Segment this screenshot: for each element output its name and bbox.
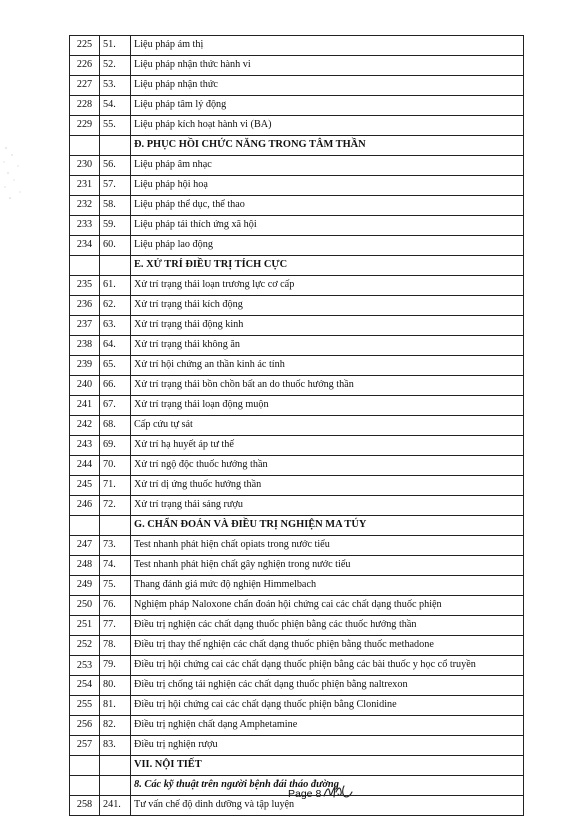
row-number: 71. bbox=[100, 476, 131, 496]
row-stt: 249 bbox=[70, 576, 100, 596]
row-number: 57. bbox=[100, 176, 131, 196]
row-number: 70. bbox=[100, 456, 131, 476]
row-number: 76. bbox=[100, 596, 131, 616]
row-number bbox=[100, 776, 131, 796]
row-number: 83. bbox=[100, 736, 131, 756]
row-stt: 227 bbox=[70, 76, 100, 96]
table-row bbox=[70, 56, 524, 76]
procedure-table bbox=[69, 35, 524, 816]
row-name: Xử trí trạng thái không ăn bbox=[131, 336, 524, 356]
row-name: Xử trí trạng thái sảng rượu bbox=[131, 496, 524, 516]
row-stt: 256 bbox=[70, 716, 100, 736]
row-number: 59. bbox=[100, 216, 131, 236]
row-number: 51. bbox=[100, 36, 131, 56]
row-name: Liệu pháp ám thị bbox=[131, 36, 524, 56]
row-stt: 237 bbox=[70, 316, 100, 336]
table-row bbox=[70, 236, 524, 256]
row-stt bbox=[70, 516, 100, 536]
table-row bbox=[70, 96, 524, 116]
row-name: Thang đánh giá mức độ nghiện Himmelbach bbox=[131, 576, 524, 596]
row-name: Điều trị hội chứng cai các chất dạng thuốc phiện bằng các bài thuốc y học cổ truyền bbox=[131, 656, 524, 676]
table-row bbox=[70, 496, 524, 516]
row-stt: 244 bbox=[70, 456, 100, 476]
table-row bbox=[70, 356, 524, 376]
table-row bbox=[70, 556, 524, 576]
section-header-row bbox=[70, 136, 524, 156]
row-stt: 252 bbox=[70, 636, 100, 656]
row-stt: 225 bbox=[70, 36, 100, 56]
row-name: Điều trị nghiện chất dạng Amphetamine bbox=[131, 716, 524, 736]
table-row bbox=[70, 716, 524, 736]
row-stt: 253 bbox=[70, 656, 100, 676]
row-stt bbox=[70, 136, 100, 156]
table-row bbox=[70, 116, 524, 136]
row-name: Xử trí trạng thái loạn trương lực cơ cấp bbox=[131, 276, 524, 296]
row-stt: 246 bbox=[70, 496, 100, 516]
section-header-row bbox=[70, 756, 524, 776]
row-name: Liệu pháp thể dục, thể thao bbox=[131, 196, 524, 216]
row-stt: 242 bbox=[70, 416, 100, 436]
row-number: 54. bbox=[100, 96, 131, 116]
row-number: 53. bbox=[100, 76, 131, 96]
row-name: Điều trị thay thế nghiện các chất dạng thuốc phiện bằng thuốc methadone bbox=[131, 636, 524, 656]
table-row bbox=[70, 36, 524, 56]
row-number: 61. bbox=[100, 276, 131, 296]
table-row bbox=[70, 596, 524, 616]
table-row bbox=[70, 656, 524, 676]
row-stt: 247 bbox=[70, 536, 100, 556]
row-name: Liệu pháp tái thích ứng xã hội bbox=[131, 216, 524, 236]
row-number: 79. bbox=[100, 656, 131, 676]
row-stt: 241 bbox=[70, 396, 100, 416]
row-stt: 234 bbox=[70, 236, 100, 256]
table-row bbox=[70, 276, 524, 296]
row-number: 77. bbox=[100, 616, 131, 636]
row-name: Test nhanh phát hiện chất gây nghiện trong nước tiểu bbox=[131, 556, 524, 576]
handwritten-signature bbox=[322, 782, 354, 800]
row-stt: 240 bbox=[70, 376, 100, 396]
row-number: 73. bbox=[100, 536, 131, 556]
row-name: 8. Các kỹ thuật trên người bệnh đái tháo đường bbox=[131, 776, 524, 796]
row-name: Xử trí trạng thái động kinh bbox=[131, 316, 524, 336]
row-stt: 238 bbox=[70, 336, 100, 356]
row-stt: 248 bbox=[70, 556, 100, 576]
row-number: 82. bbox=[100, 716, 131, 736]
row-name: Điều trị nghiện rượu bbox=[131, 736, 524, 756]
table-row bbox=[70, 156, 524, 176]
row-stt: 230 bbox=[70, 156, 100, 176]
table-row bbox=[70, 436, 524, 456]
row-name: Nghiệm pháp Naloxone chẩn đoán hội chứng cai các chất dạng thuốc phiện bbox=[131, 596, 524, 616]
row-name: Điều trị hội chứng cai các chất dạng thuốc phiện bằng Clonidine bbox=[131, 696, 524, 716]
table-row bbox=[70, 296, 524, 316]
row-name: Liệu pháp kích hoạt hành vi (BA) bbox=[131, 116, 524, 136]
table-row bbox=[70, 576, 524, 596]
table-row bbox=[70, 676, 524, 696]
row-stt: 233 bbox=[70, 216, 100, 236]
row-stt: 235 bbox=[70, 276, 100, 296]
row-name: Liệu pháp nhận thức hành vi bbox=[131, 56, 524, 76]
row-name: Xử trí hội chứng an thần kinh ác tính bbox=[131, 356, 524, 376]
table-row bbox=[70, 196, 524, 216]
row-stt: 236 bbox=[70, 296, 100, 316]
row-stt: 228 bbox=[70, 96, 100, 116]
table-row bbox=[70, 216, 524, 236]
row-name: Tư vấn chế độ dinh dưỡng và tập luyện bbox=[131, 796, 524, 816]
row-stt: 258 bbox=[70, 796, 100, 816]
row-stt: 243 bbox=[70, 436, 100, 456]
row-stt bbox=[70, 256, 100, 276]
table-row bbox=[70, 396, 524, 416]
row-stt: 245 bbox=[70, 476, 100, 496]
row-name: Điều trị nghiện các chất dạng thuốc phiện bằng các thuốc hướng thần bbox=[131, 616, 524, 636]
row-stt: 251 bbox=[70, 616, 100, 636]
row-stt: 255 bbox=[70, 696, 100, 716]
table-row bbox=[70, 616, 524, 636]
row-name: Điều trị chống tái nghiện các chất dạng thuốc phiện bằng naltrexon bbox=[131, 676, 524, 696]
row-stt: 254 bbox=[70, 676, 100, 696]
row-stt: 226 bbox=[70, 56, 100, 76]
row-number: 63. bbox=[100, 316, 131, 336]
table-row bbox=[70, 316, 524, 336]
row-stt: 257 bbox=[70, 736, 100, 756]
table-row bbox=[70, 736, 524, 756]
row-number: 65. bbox=[100, 356, 131, 376]
row-name: Liệu pháp lao động bbox=[131, 236, 524, 256]
row-name: Liệu pháp hội hoạ bbox=[131, 176, 524, 196]
table-row bbox=[70, 696, 524, 716]
row-name: Xử trí dị ứng thuốc hướng thần bbox=[131, 476, 524, 496]
row-number: 241. bbox=[100, 796, 131, 816]
row-number: 69. bbox=[100, 436, 131, 456]
row-name: Test nhanh phát hiện chất opiats trong nước tiểu bbox=[131, 536, 524, 556]
row-number: 62. bbox=[100, 296, 131, 316]
table-row bbox=[70, 636, 524, 656]
row-stt: 232 bbox=[70, 196, 100, 216]
row-stt: 250 bbox=[70, 596, 100, 616]
row-number: 74. bbox=[100, 556, 131, 576]
row-name: Xử trí ngộ độc thuốc hướng thần bbox=[131, 456, 524, 476]
row-number: 78. bbox=[100, 636, 131, 656]
table-row bbox=[70, 376, 524, 396]
row-stt: 231 bbox=[70, 176, 100, 196]
table-row bbox=[70, 336, 524, 356]
row-number: 66. bbox=[100, 376, 131, 396]
row-number: 75. bbox=[100, 576, 131, 596]
row-stt: 239 bbox=[70, 356, 100, 376]
row-name: Xử trí hạ huyết áp tư thế bbox=[131, 436, 524, 456]
table-row bbox=[70, 456, 524, 476]
row-name: Liệu pháp âm nhạc bbox=[131, 156, 524, 176]
table-row bbox=[70, 536, 524, 556]
row-number: 58. bbox=[100, 196, 131, 216]
table-row bbox=[70, 476, 524, 496]
page-footer bbox=[288, 788, 321, 800]
row-number: 56. bbox=[100, 156, 131, 176]
row-number: 80. bbox=[100, 676, 131, 696]
table-row bbox=[70, 176, 524, 196]
row-name: Đ. PHỤC HỒI CHỨC NĂNG TRONG TÂM THẦN bbox=[131, 136, 524, 156]
row-number bbox=[100, 136, 131, 156]
row-name: Xử trí trạng thái bồn chồn bất an do thuốc hướng thần bbox=[131, 376, 524, 396]
row-name: Liệu pháp tâm lý động bbox=[131, 96, 524, 116]
section-header-row bbox=[70, 516, 524, 536]
row-number: 68. bbox=[100, 416, 131, 436]
scan-noise bbox=[0, 140, 30, 210]
row-name: VII. NỘI TIẾT bbox=[131, 756, 524, 776]
row-name: Liệu pháp nhận thức bbox=[131, 76, 524, 96]
row-number: 64. bbox=[100, 336, 131, 356]
table-row bbox=[70, 76, 524, 96]
table-row bbox=[70, 416, 524, 436]
row-number bbox=[100, 756, 131, 776]
row-number: 67. bbox=[100, 396, 131, 416]
row-stt: 229 bbox=[70, 116, 100, 136]
row-number: 55. bbox=[100, 116, 131, 136]
row-number: 72. bbox=[100, 496, 131, 516]
row-number bbox=[100, 256, 131, 276]
row-number bbox=[100, 516, 131, 536]
row-number: 52. bbox=[100, 56, 131, 76]
row-name: E. XỬ TRÍ ĐIỀU TRỊ TÍCH CỰC bbox=[131, 256, 524, 276]
page-number: Page 8 bbox=[288, 788, 322, 800]
row-name: Xử trí trạng thái kích động bbox=[131, 296, 524, 316]
row-name: Cấp cứu tự sát bbox=[131, 416, 524, 436]
row-number: 60. bbox=[100, 236, 131, 256]
row-number: 81. bbox=[100, 696, 131, 716]
row-stt bbox=[70, 776, 100, 796]
row-name: Xử trí trạng thái loạn động muộn bbox=[131, 396, 524, 416]
row-name: G. CHẨN ĐOÁN VÀ ĐIỀU TRỊ NGHIỆN MA TÚY bbox=[131, 516, 524, 536]
section-header-row bbox=[70, 256, 524, 276]
row-stt bbox=[70, 756, 100, 776]
